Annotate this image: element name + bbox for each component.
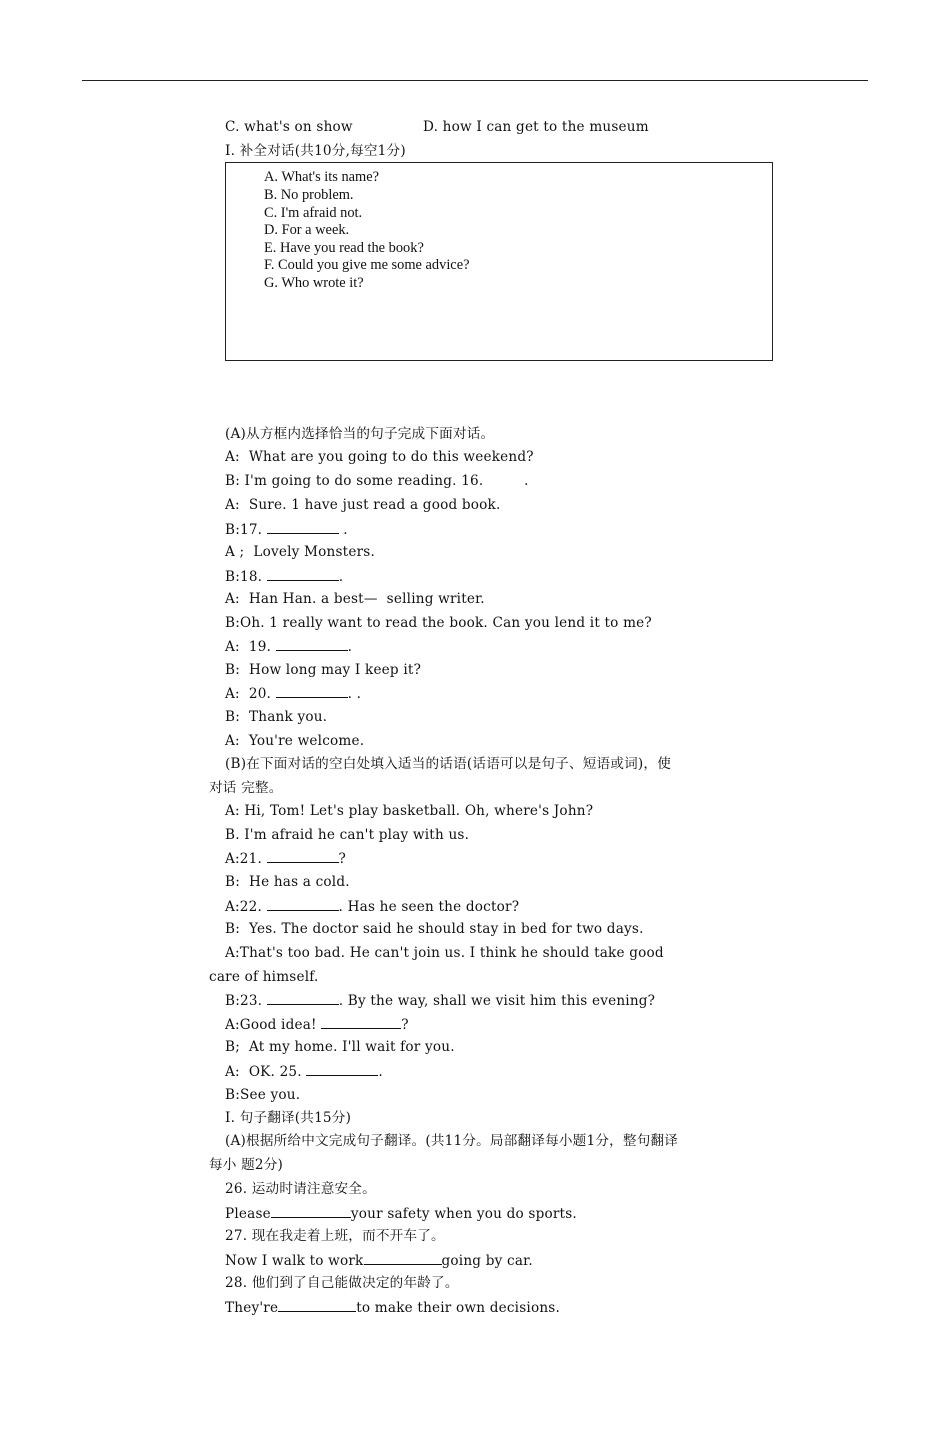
answer-line-27 [225, 1251, 533, 1270]
header-rule [82, 80, 868, 81]
answer-line-28 [225, 1298, 560, 1317]
line-text: . [347, 639, 353, 655]
dialogB-line-21 [225, 849, 346, 868]
line-text: A:Good idea! [225, 1017, 322, 1033]
box-option-e: E. Have you read the book? [264, 240, 424, 256]
line-text: Now I walk to work [225, 1253, 364, 1269]
question-28: 28. 他们到了自己能做决定的年龄了。 [225, 1275, 459, 1291]
line-text: . . [347, 686, 362, 702]
answer-blank-23[interactable] [267, 991, 339, 1005]
option-d: D. how I can get to the museum [423, 119, 649, 135]
answer-blank-20[interactable] [276, 684, 348, 698]
line-text: . [338, 569, 344, 585]
dialogB-line: B. I'm afraid he can't play with us. [225, 827, 470, 843]
dialogA-line: B:Oh. 1 really want to read the book. Can you lend it to me? [225, 615, 652, 631]
dialogA-line: A: What are you going to do this weekend? [225, 449, 534, 465]
dialogA-line: B: Thank you. [225, 709, 328, 725]
section2-title: I. 句子翻译(共15分) [225, 1110, 352, 1126]
option-c: C. what's on show [225, 119, 353, 135]
line-text: . By the way, shall we visit him this evening? [338, 993, 656, 1009]
line-text: going by car. [441, 1253, 533, 1269]
line-text: B:23. [225, 993, 267, 1009]
dialogB-line: A: Hi, Tom! Let's play basketball. Oh, where's John? [225, 803, 594, 819]
answer-blank-24[interactable] [321, 1015, 401, 1029]
line-text: A: 19. [225, 639, 276, 655]
box-option-f: F. Could you give me some advice? [264, 257, 470, 273]
line-text: A:22. [225, 899, 267, 915]
dialogB-line-24 [225, 1015, 409, 1034]
line-text: ? [338, 851, 347, 867]
partA2-instruction: (A)根据所给中文完成句子翻译。(共11分。局部翻译每小题1分，整句翻译 [225, 1133, 679, 1149]
partB-instruction: (B)在下面对话的空白处填入适当的话语(话语可以是句子、短语或词)，使 [225, 756, 672, 772]
line-text: to make their own decisions. [356, 1300, 560, 1316]
line-text: A:21. [225, 851, 267, 867]
answer-blank-21[interactable] [267, 849, 339, 863]
answer-blank-19[interactable] [276, 637, 348, 651]
line-text: A: OK. 25. [225, 1064, 307, 1080]
dialogB-line-23 [225, 991, 655, 1010]
line-text: . [338, 522, 348, 538]
line-text: . [378, 1064, 383, 1080]
dialogA-line-17 [225, 520, 348, 539]
answer-blank-17[interactable] [267, 520, 339, 534]
line-text: B:17. [225, 522, 267, 538]
box-option-c: C. I'm afraid not. [264, 205, 363, 221]
answer-blank-26[interactable] [271, 1204, 351, 1218]
options-box [225, 162, 773, 361]
dialogA-line-20 [225, 684, 361, 703]
answer-blank-25[interactable] [306, 1062, 378, 1076]
dialogB-line: B: He has a cold. [225, 874, 350, 890]
line-text: your safety when you do sports. [350, 1206, 577, 1222]
partA-instruction: (A)从方框内选择恰当的句子完成下面对话。 [225, 426, 495, 442]
dialogB-line-22 [225, 897, 519, 916]
box-option-a: A. What's its name? [264, 169, 380, 185]
partA2-instruction-cont: 每小 题2分) [209, 1157, 284, 1173]
dialogA-line-19 [225, 637, 352, 656]
dialogA-line: A: You're welcome. [225, 733, 365, 749]
dialogB-line-cont: care of himself. [209, 969, 319, 985]
question-27: 27. 现在我走着上班，而不开车了。 [225, 1228, 445, 1244]
box-option-d: D. For a week. [264, 222, 350, 238]
answer-blank-28[interactable] [278, 1298, 356, 1312]
dialogA-line-18 [225, 567, 343, 586]
line-text: . Has he seen the doctor? [338, 899, 520, 915]
line-text: A: 20. [225, 686, 276, 702]
box-option-g: G. Who wrote it? [264, 275, 364, 291]
dialogB-line: A:That's too bad. He can't join us. I think he should take good [225, 945, 664, 961]
line-text: Please [225, 1206, 271, 1222]
dialogA-line: A ; Lovely Monsters. [225, 544, 375, 560]
answer-blank-22[interactable] [267, 897, 339, 911]
dialogA-line: A: Sure. 1 have just read a good book. [225, 497, 501, 513]
line-text: B:18. [225, 569, 267, 585]
dialogB-line: B: Yes. The doctor said he should stay in bed for two days. [225, 921, 644, 937]
answer-blank-27[interactable] [364, 1251, 442, 1265]
dialogB-line-25 [225, 1062, 383, 1081]
line-text: ? [401, 1017, 409, 1033]
box-option-b: B. No problem. [264, 187, 354, 203]
dialogA-line: B: I'm going to do some reading. 16. . [225, 473, 529, 489]
line-text: They're [225, 1300, 279, 1316]
question-26: 26. 运动时请注意安全。 [225, 1181, 376, 1197]
dialogA-line: A: Han Han. a best— selling writer. [225, 591, 485, 607]
section1-title: I. 补全对话(共10分,每空1分) [225, 143, 406, 159]
answer-line-26 [225, 1204, 577, 1223]
dialogA-line: B: How long may I keep it? [225, 662, 422, 678]
dialogB-line: B; At my home. I'll wait for you. [225, 1039, 455, 1055]
partB-instruction-cont: 对话 完整。 [209, 780, 283, 796]
dialogB-line: B:See you. [225, 1087, 301, 1103]
answer-blank-18[interactable] [267, 567, 339, 581]
